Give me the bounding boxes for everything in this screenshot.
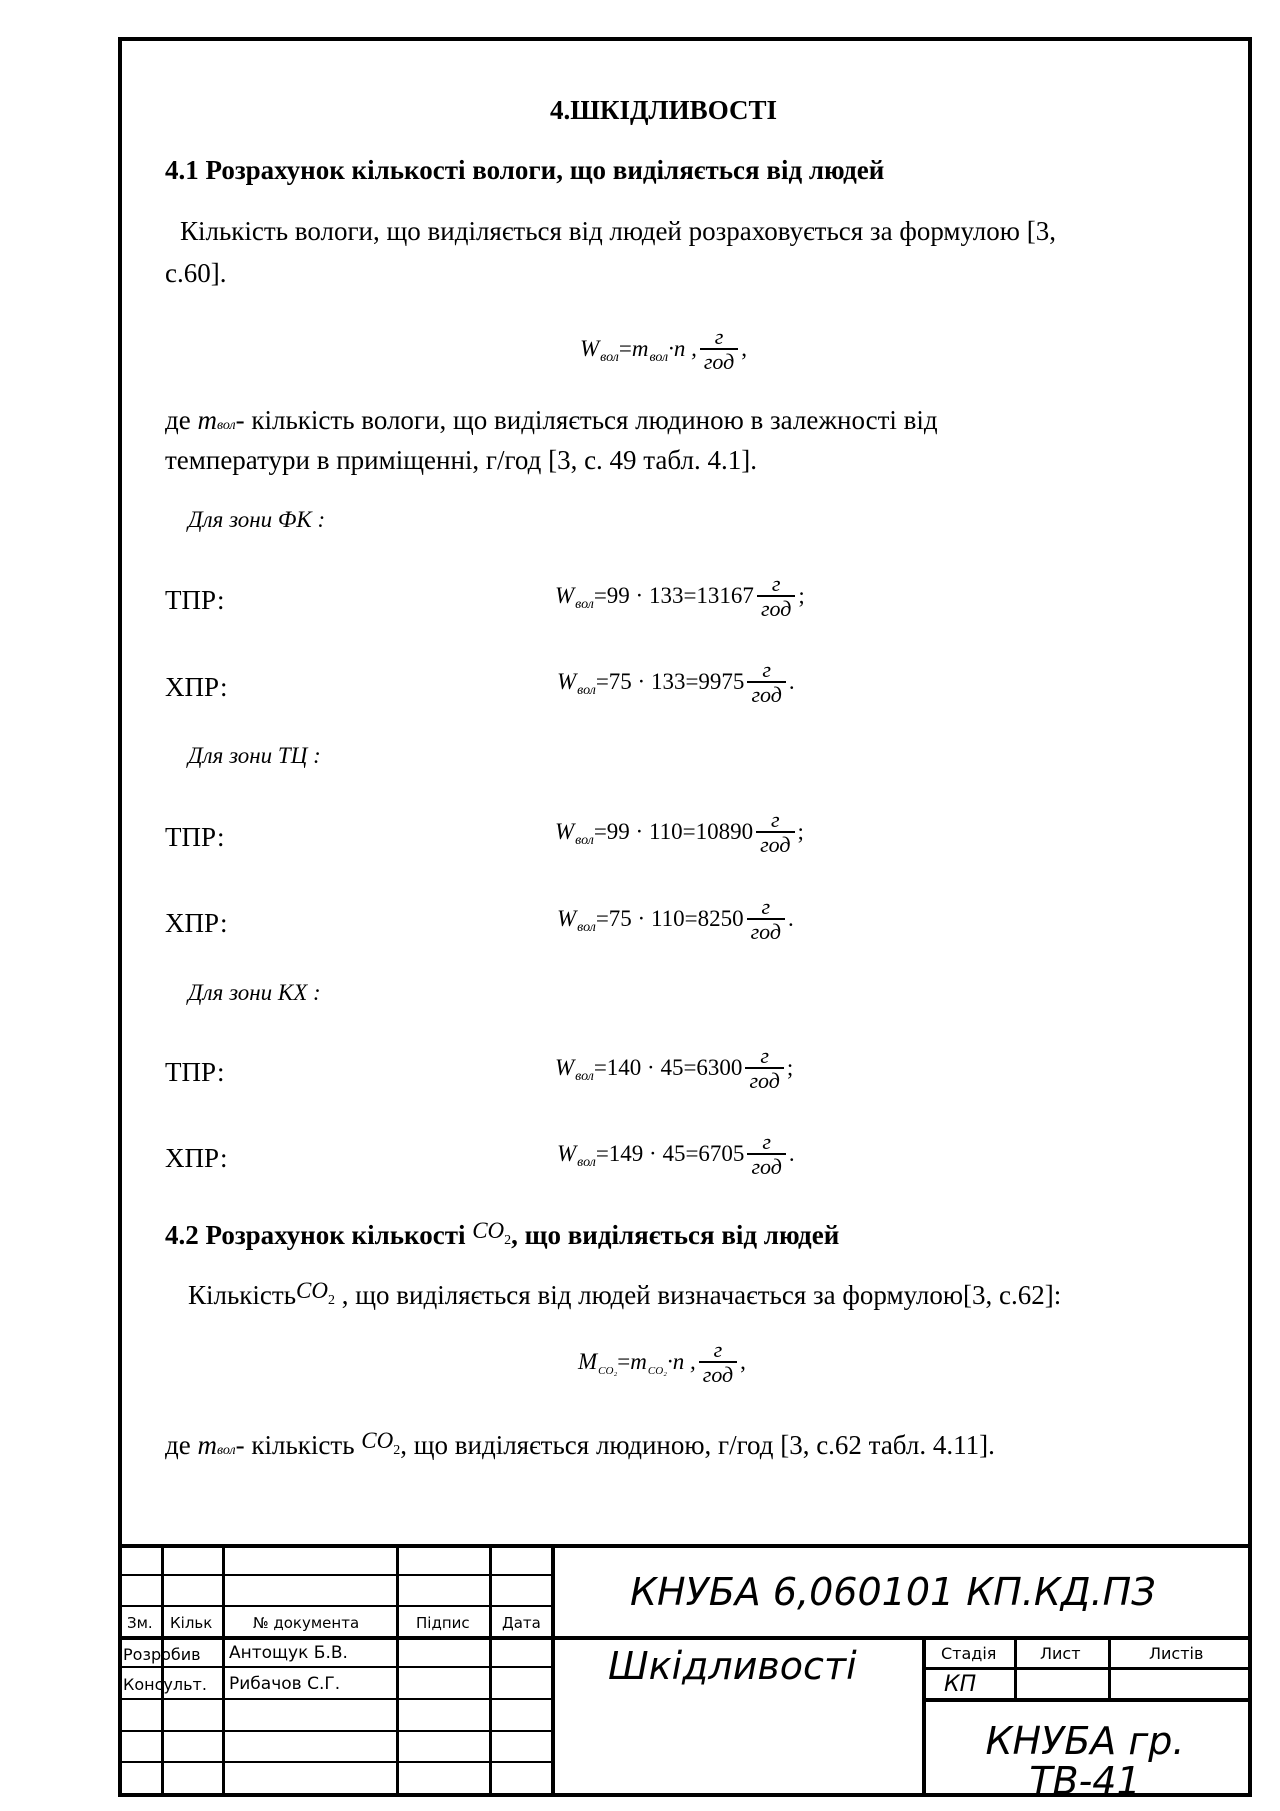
section-1-title: 4.1 Розрахунок кількості вологи, що виділяється від людей [165,155,885,185]
role-developed: Розробив [123,1645,201,1664]
row-label: ТПР: [165,822,225,852]
sheets-label: Листів [1149,1644,1204,1663]
col-header: Підпис [416,1614,470,1632]
name-consult: Рибачов С.Г. [229,1674,341,1694]
section-1-intro-line1: Кількість вологи, що виділяється від людей розраховується за формулою [3, [180,216,1056,246]
zone-label-kh: Для зони КХ : [188,980,321,1005]
section-1-intro-line2: с.60]. [165,258,227,288]
equation: W вол =75 · 110=8250 $\frac{г}{\text{год}}$ . [557,894,794,945]
definition-line2: температури в приміщенні, г/год [3, с. 49 табл. 4.1]. [165,445,757,475]
equation: W вол =99 · 133=13167 $\frac{г}{\text{год}}$ ; [555,571,805,622]
row-label: ТПР: [165,1057,225,1087]
stage-label: Стадія [941,1644,997,1663]
col-header: Дата [502,1614,541,1632]
zone-label-fk: Для зони ФК : [188,507,326,532]
equation: W вол =149 · 45=6705 $\frac{г}{\text{год}}$ . [557,1129,795,1180]
definition-line1: де mвол- кількість вологи, що виділяється людиною в залежності від [165,405,938,435]
page-heading: 4.ШКІДЛИВОСТІ [550,95,778,125]
equation: W вол =140 · 45=6300 $\frac{г}{\text{год}}$ ; [555,1043,794,1094]
equation: W вол =75 · 133=9975 $\frac{г}{\text{год}}$ . [557,657,795,708]
section-2-title: 4.2 Розрахунок кількості CO2, що виділяється від людей [165,1218,840,1250]
zone-label-tc: Для зони ТЦ : [188,743,321,768]
row-label: ТПР: [165,585,225,615]
doc-code: КНУБА 6,060101 КП.КД.ПЗ [630,1570,1156,1614]
formula-co2: M CO₂ = m CO₂ ·n , $\frac{г}{\text{год}}$ , [578,1337,746,1388]
col-header: Кільк [170,1614,213,1632]
doc-title: Шкідливості [608,1644,857,1688]
role-consult: Консульт. [123,1675,207,1694]
organization: КНУБА гр. ТВ-41 [985,1719,1185,1803]
row-label: ХПР: [165,1143,228,1173]
sheet-label: Лист [1040,1644,1081,1663]
col-header: № документа [253,1614,360,1632]
col-header: Зм. [127,1614,153,1632]
formula-moisture: W вол = m вол ·n , $\frac{г}{\text{год}}$ , [580,324,748,375]
name-developed: Антощук Б.В. [229,1643,348,1663]
section-2-intro: КількістьCO2 , що виділяється від людей визначається за формулою[3, с.62]: [188,1278,1062,1310]
row-label: ХПР: [165,672,228,702]
stage-value: КП [944,1672,977,1697]
equation: W вол =99 · 110=10890 $\frac{г}{\text{год}}$ ; [555,807,804,858]
section-2-definition: де mвол- кількість CO2, що виділяється людиною, г/год [3, с.62 табл. 4.11]. [165,1428,995,1460]
row-label: ХПР: [165,908,228,938]
